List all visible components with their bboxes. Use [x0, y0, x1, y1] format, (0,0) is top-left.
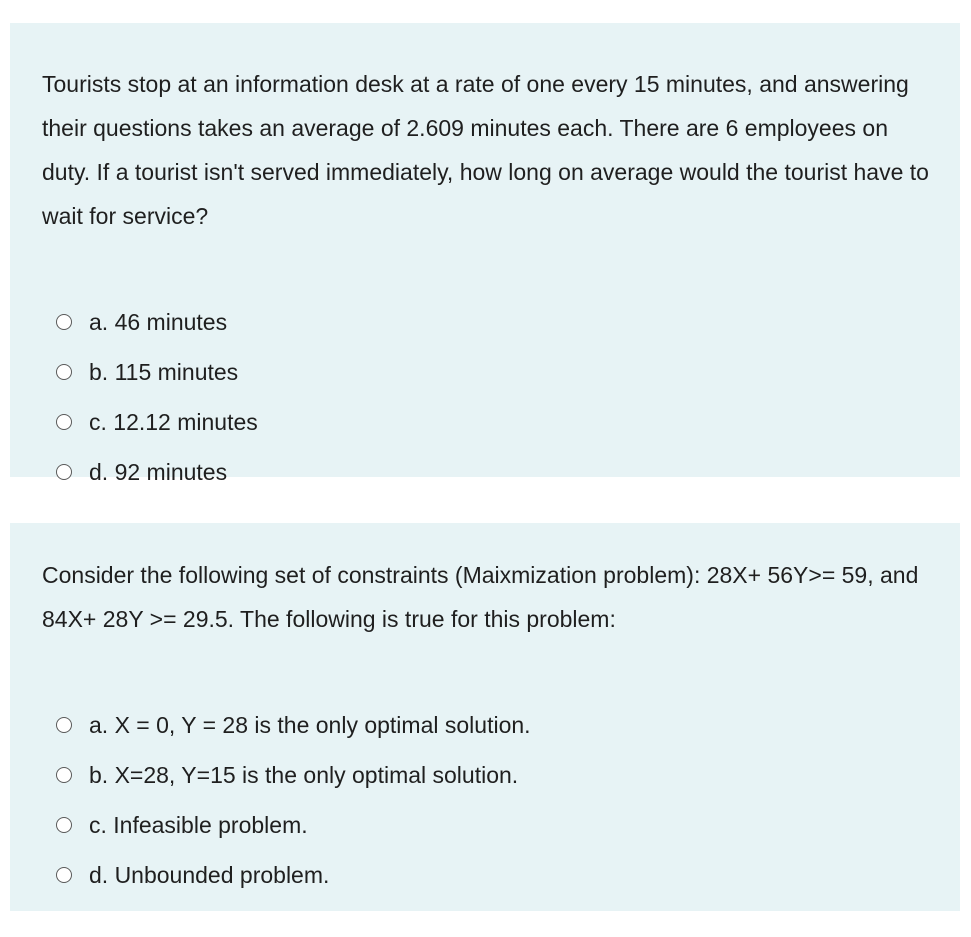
radio-button-icon[interactable]: [56, 817, 72, 833]
q1-option-d-label[interactable]: d. 92 minutes: [89, 459, 228, 485]
question-2-options: [42, 700, 930, 900]
radio-button-icon[interactable]: [56, 414, 72, 430]
question-2-panel: [10, 523, 960, 911]
radio-button-icon[interactable]: [56, 867, 72, 883]
q2-option-b[interactable]: [42, 750, 930, 800]
q1-option-a-label[interactable]: a. 46 minutes: [89, 309, 228, 335]
radio-button-icon[interactable]: [56, 314, 72, 330]
q1-option-d[interactable]: [42, 447, 930, 497]
radio-button-icon[interactable]: [56, 717, 72, 733]
q1-option-a[interactable]: [42, 297, 930, 347]
q2-option-b-label[interactable]: b. X=28, Y=15 is the only optimal solution.: [89, 762, 519, 788]
question-1-panel: [10, 23, 960, 485]
question-2-text: Consider the following set of constraints (Maixmization problem): 28X+ 56Y>= 59, and 84X+ 28Y >= 29.5. The following is true for this problem:: [42, 562, 919, 632]
q1-option-c[interactable]: [42, 397, 930, 447]
q2-option-d-label[interactable]: d. Unbounded problem.: [89, 862, 330, 888]
question-1-text: Tourists stop at an information desk at a rate of one every 15 minutes, and answering their questions takes an average of 2.609 minutes each. There are 6 employees on duty. If a tourist isn't served immediately, how long on average would the tourist have to wait for service?: [42, 71, 929, 229]
q1-option-c-label[interactable]: c. 12.12 minutes: [89, 409, 258, 435]
q2-option-d[interactable]: [42, 850, 930, 900]
radio-button-icon[interactable]: [56, 364, 72, 380]
q2-option-a-label[interactable]: a. X = 0, Y = 28 is the only optimal solution.: [89, 712, 531, 738]
radio-button-icon[interactable]: [56, 464, 72, 480]
q1-option-b-label[interactable]: b. 115 minutes: [89, 359, 239, 385]
question-1-options: [42, 297, 930, 497]
radio-button-icon[interactable]: [56, 767, 72, 783]
q2-option-c-label[interactable]: c. Infeasible problem.: [89, 812, 308, 838]
q1-option-b[interactable]: [42, 347, 930, 397]
q2-option-c[interactable]: [42, 800, 930, 850]
q2-option-a[interactable]: [42, 700, 930, 750]
